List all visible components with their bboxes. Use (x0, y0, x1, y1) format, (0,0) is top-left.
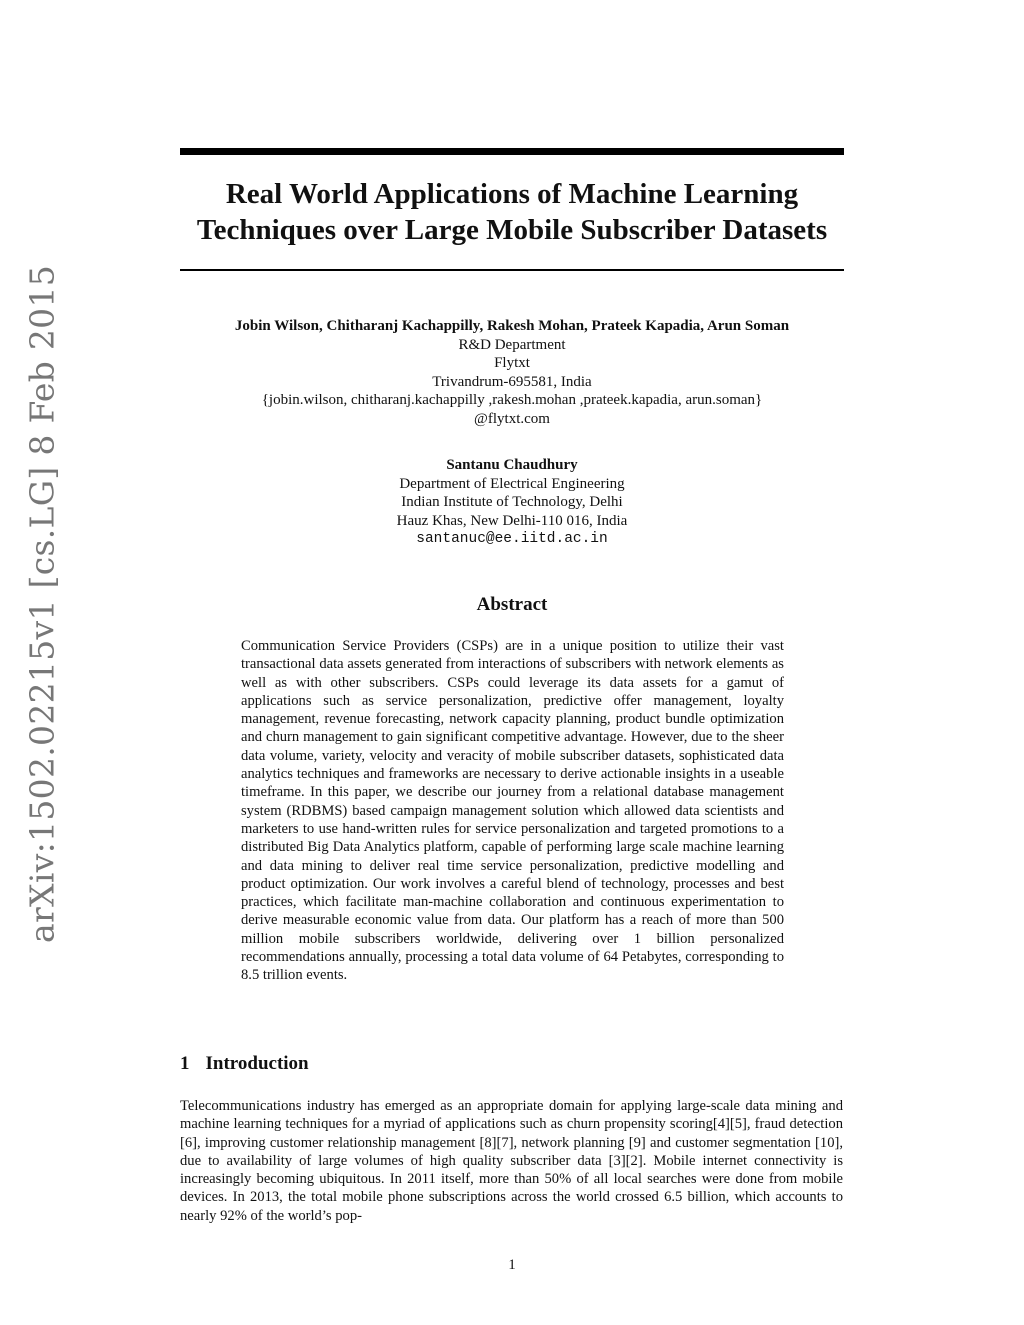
author-emails: {jobin.wilson, chitharanj.kachappilly ,rakesh.mohan ,prateek.kapadia, arun.soman} (261, 392, 763, 408)
author-organization: Flytxt (494, 355, 530, 371)
author-address: Hauz Khas, New Delhi-110 016, India (396, 512, 628, 529)
page-number: 1 (508, 1257, 516, 1273)
author-name: Santanu Chaudhury (446, 457, 578, 473)
abstract-text: Communication Service Providers (CSPs) are in a unique position to utilize their vast transactional data assets generated from interactions of subscribers with network elements as well as with other subscribers. CSPs could leverage its data assets for a gamut of applications such as service personalization, predictive offer management, loyalty management, revenue forecasting, network capacity planning, product bundle optimization and churn management to gain significant competitive advantage. However, due to the sheer data volume, variety, velocity and veracity of mobile subscriber datasets, sophisticated data analytics techniques and frameworks are necessary to derive actionable insights in a useable timeframe. In this paper, we describe our journey from a relational database management system (RDBMS) based campaign management solution which allowed data scientists and marketers to use hand-written rules for service personalization and targeted promotions to a distributed Big Data Analytics platform, capable of performing large scale machine learning and data mining to deliver real time service personalization, predictive modelling and product optimization. Our work involves a careful blend of technology, processes and best practices, which facilitate man-machine collaboration and continuous experimentation to derive measurable economic value from data. Our platform has a reach of more than 500 million mobile subscribers worldwide, delivering over 1 billion personalized recommendations annually, processing a total data volume of 64 Petabytes, corresponding to 8.5 trillion events. (241, 638, 784, 984)
abstract-heading: Abstract (476, 594, 548, 615)
title-line-2: Techniques over Large Mobile Subscriber Datasets (196, 214, 828, 246)
author-block-flytxt (180, 317, 844, 428)
arxiv-identifier-stamp: arXiv:1502.02215v1 [cs.LG] 8 Feb 2015 (22, 264, 62, 943)
title-top-rule (180, 148, 844, 155)
author-department: Department of Electrical Engineering (399, 475, 625, 492)
section-heading-introduction (180, 1053, 309, 1075)
title-bottom-rule (180, 269, 844, 271)
author-block-iit (180, 456, 844, 549)
author-names: Jobin Wilson, Chitharanj Kachappilly, Rakesh Mohan, Prateek Kapadia, Arun Soman (234, 318, 790, 334)
author-organization: Indian Institute of Technology, Delhi (401, 494, 623, 510)
author-address: Trivandrum-695581, India (432, 373, 592, 390)
section-title: Introduction (205, 1053, 309, 1074)
author-email-domain: @flytxt.com (474, 410, 550, 427)
title-line-1: Real World Applications of Machine Learning (225, 178, 799, 210)
author-department: R&D Department (458, 336, 566, 353)
paper-title (180, 176, 844, 248)
introduction-text: Telecommunications industry has emerged as an appropriate domain for applying large-scale data mining and machine learning techniques for a myriad of applications such as churn propensity scoring[4][5], fraud detection [6], improving customer relationship management [8][7], network planning [9] and customer segmentation [10], due to availability of large volumes of high quality subscriber data [3][2]. Mobile internet connectivity is increasingly becoming ubiquitous. In 2011 itself, more than 50% of all local searches were done from mobile devices. In 2013, the total mobile phone subscriptions across the world crossed 6.5 billion, which accounts to nearly 92% of the world’s pop- (180, 1098, 843, 1224)
author-email: santanuc@ee.iitd.ac.in (416, 531, 608, 547)
section-number: 1 (180, 1053, 190, 1074)
